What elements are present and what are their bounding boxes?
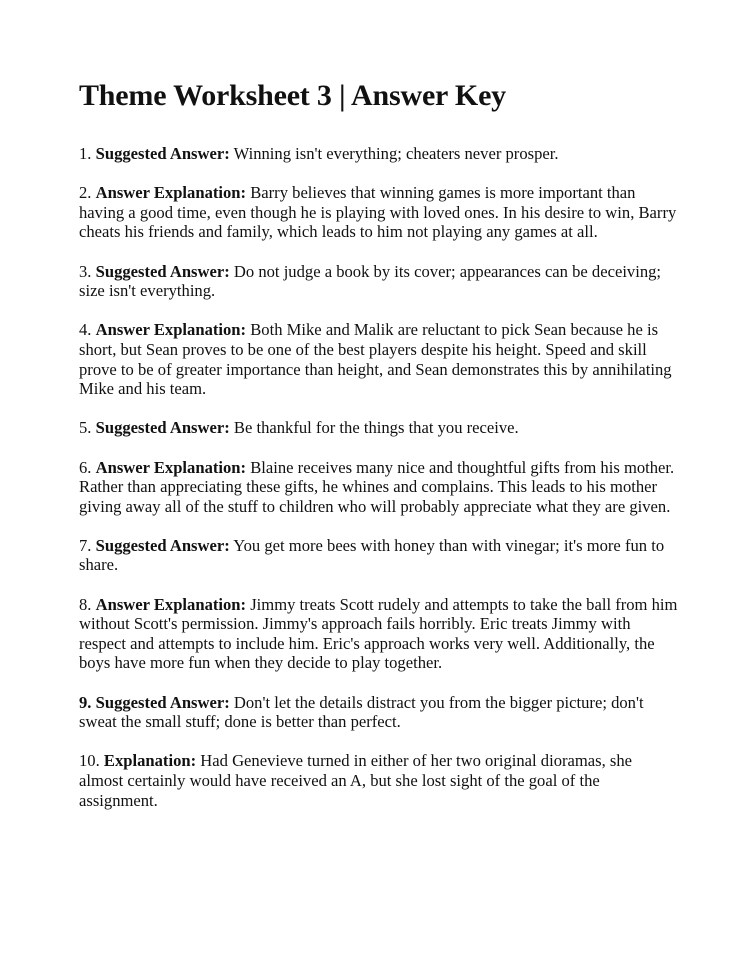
item-label: Answer Explanation:: [95, 457, 247, 477]
answer-item: [79, 183, 679, 242]
item-label: Answer Explanation:: [95, 320, 247, 340]
item-label: Explanation:: [103, 751, 197, 771]
page-title: Theme Worksheet 3 | Answer Key: [79, 79, 506, 112]
item-text: Barry believes that winning games is more important than having a good time, even though he is playing with loved ones. In his desire to win, Barry cheats his friends and family, which leads to him not playing any games at all.: [79, 183, 677, 242]
item-number: 9.: [79, 692, 92, 712]
answer-item: [79, 144, 679, 164]
item-text: Be thankful for the things that you receive.: [233, 418, 519, 438]
item-number: 6.: [79, 457, 92, 477]
item-text: Do not judge a book by its cover; appearances can be deceiving; size isn't everything.: [79, 261, 662, 301]
item-label: Suggested Answer:: [95, 692, 230, 712]
item-number: 10.: [79, 751, 100, 771]
item-label: Suggested Answer:: [95, 144, 230, 163]
item-text: You get more bees with honey than with vinegar; it's more fun to share.: [79, 535, 665, 575]
item-label: Answer Explanation:: [95, 594, 247, 614]
answer-item: [79, 595, 679, 673]
item-label: Suggested Answer:: [95, 418, 230, 438]
answer-item: [79, 262, 679, 301]
item-text: Blaine receives many nice and thoughtful gifts from his mother. Rather than appreciating these gifts, he whines and complains. This leads to his mother giving away all of the stuff to children who will probably appreciate what they are given.: [79, 457, 675, 516]
answer-item: [79, 458, 679, 517]
answer-item: [79, 320, 679, 398]
item-text: Jimmy treats Scott rudely and attempts to take the ball from him without Scott's permission. Jimmy's approach fails horribly. Eric treats Jimmy with respect and attempts to include him. Eric's approach works very well. Additionally, the boys have more fun when they decide to play together.: [79, 594, 678, 673]
item-number: 2.: [79, 183, 92, 203]
worksheet-page: [79, 78, 679, 830]
item-label: Answer Explanation:: [95, 183, 247, 203]
item-label: Suggested Answer:: [95, 535, 230, 555]
item-number: 8.: [79, 594, 92, 614]
item-number: 1.: [79, 144, 92, 163]
item-label: Suggested Answer:: [95, 261, 230, 281]
item-number: 7.: [79, 535, 92, 555]
answer-item: [79, 418, 679, 438]
item-text: Winning isn't everything; cheaters never prosper.: [233, 144, 559, 163]
answer-list: [79, 144, 679, 810]
item-number: 5.: [79, 418, 92, 438]
item-number: 4.: [79, 320, 92, 340]
item-text: Both Mike and Malik are reluctant to pick Sean because he is short, but Sean proves to be one of the best players despite his height. Speed and skill prove to be of greater importance than height, and Sean demonstrates this by annihilating Mike and his team.: [79, 320, 672, 399]
item-text: Had Genevieve turned in either of her two original dioramas, she almost certainly would have received an A, but she lost sight of the goal of the assignment.: [79, 751, 633, 810]
item-number: 3.: [79, 261, 92, 281]
answer-item: [79, 693, 679, 732]
answer-item: [79, 536, 679, 575]
answer-item: [79, 751, 679, 810]
item-text: Don't let the details distract you from the bigger picture; don't sweat the small stuff; done is better than perfect.: [79, 692, 644, 732]
